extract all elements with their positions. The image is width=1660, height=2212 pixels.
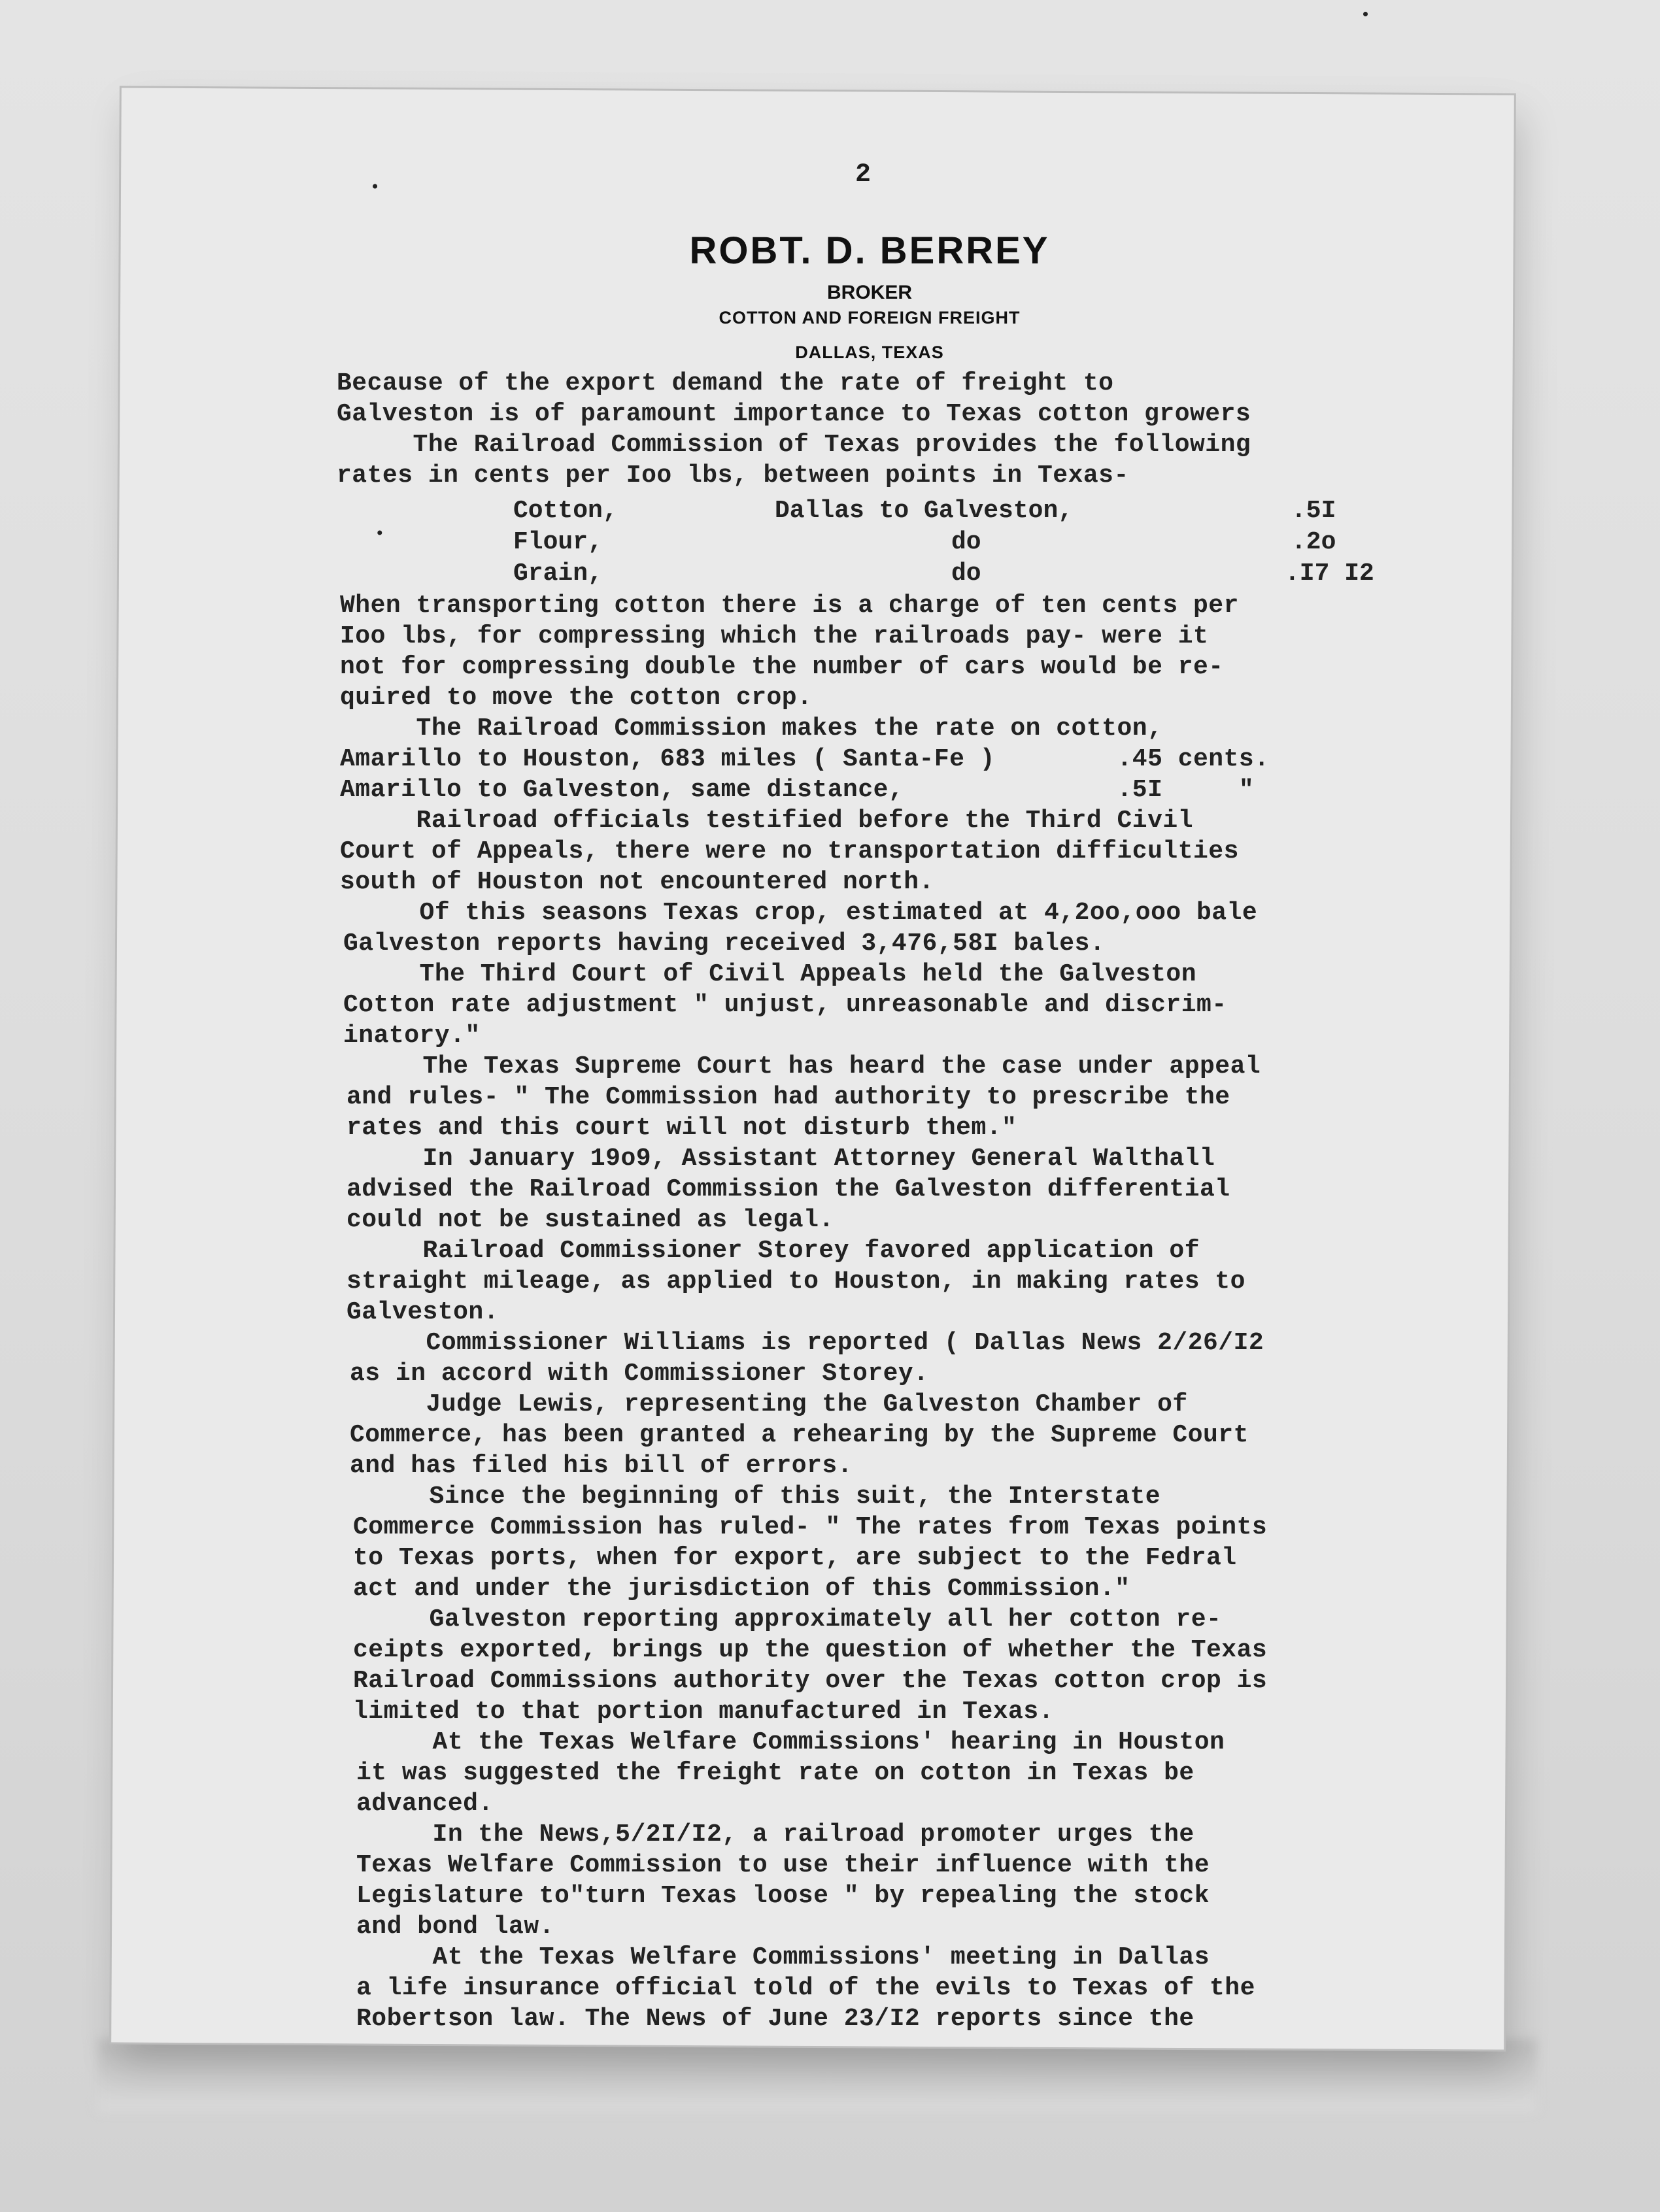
body-line: Robertson law. The News of June 23/I2 reports since the xyxy=(356,2005,1194,2033)
body-line: The Railroad Commission of Texas provides the following xyxy=(337,431,1251,459)
dust-speck xyxy=(373,184,377,188)
body-line: Commerce Commission has ruled- " The rates from Texas points xyxy=(353,1513,1268,1541)
body-line: Railroad Commissioner Storey favored application of xyxy=(347,1237,1200,1265)
body-line: Cotton rate adjustment " unjust, unreasonable and discrim- xyxy=(343,991,1227,1019)
body-line: Judge Lewis, representing the Galveston Chamber of xyxy=(350,1390,1188,1418)
body-line: Legislature to"turn Texas loose " by repealing the stock xyxy=(356,1882,1210,1910)
body-line: In January 19o9, Assistant Attorney General Walthall xyxy=(347,1145,1215,1173)
body-line: it was suggested the freight rate on cotton in Texas be xyxy=(356,1759,1194,1787)
body-line: The Texas Supreme Court has heard the case under appeal xyxy=(347,1052,1261,1081)
body-line: limited to that portion manufactured in Texas. xyxy=(353,1698,1054,1726)
body-line: The Railroad Commission makes the rate on cotton, xyxy=(340,714,1163,743)
body-line: Amarillo to Houston, 683 miles ( Santa-Fe ) .45 cents. xyxy=(340,745,1270,773)
dust-speck xyxy=(1363,12,1368,16)
body-line: advised the Railroad Commission the Galveston differential xyxy=(347,1175,1230,1203)
page-number: 2 xyxy=(855,160,871,190)
body-line: When transporting cotton there is a charge of ten cents per xyxy=(340,592,1239,620)
body-line: Galveston. xyxy=(347,1298,500,1326)
dust-speck xyxy=(377,531,382,535)
body-line: Texas Welfare Commission to use their influence with the xyxy=(356,1851,1210,1879)
letterhead-name: ROBT. D. BERREY xyxy=(689,229,1050,272)
body-line: Galveston is of paramount importance to Texas cotton growers xyxy=(337,400,1251,428)
body-line: advanced. xyxy=(356,1790,494,1818)
body-line: Galveston reports having received 3,476,58I bales. xyxy=(343,930,1106,958)
letterhead-city: DALLAS, TEXAS xyxy=(795,343,944,362)
rate-value: .2o xyxy=(1291,528,1336,556)
body-line: Ioo lbs, for compressing which the railroads pay- were it xyxy=(340,622,1209,650)
body-line: could not be sustained as legal. xyxy=(347,1206,834,1234)
rate-route: Dallas to Galveston, xyxy=(775,497,1074,525)
rate-value: .I7 I2 xyxy=(1285,560,1374,588)
rate-value: .5I xyxy=(1291,497,1336,525)
body-line: Because of the export demand the rate of freight to xyxy=(337,369,1114,397)
body-line: inatory." xyxy=(343,1022,481,1050)
body-line: Commerce, has been granted a rehearing by the Supreme Court xyxy=(350,1421,1249,1449)
body-line: a life insurance official told of the evils to Texas of the xyxy=(356,1974,1255,2002)
body-line: At the Texas Welfare Commissions' meeting in Dallas xyxy=(356,1943,1210,1971)
rate-item: Grain, xyxy=(513,560,603,588)
body-line: The Third Court of Civil Appeals held the Galveston xyxy=(343,960,1197,988)
body-line: south of Houston not encountered north. xyxy=(340,868,934,896)
body-line: not for compressing double the number of cars would be re- xyxy=(340,653,1224,681)
body-line: as in accord with Commissioner Storey. xyxy=(350,1360,929,1388)
letterhead xyxy=(556,229,1183,363)
body-line: rates and this court will not disturb them." xyxy=(347,1114,1017,1142)
page-shadow xyxy=(98,2039,1536,2111)
body-line: Railroad officials testified before the Third Civil xyxy=(340,807,1194,835)
body-line: and has filed his bill of errors. xyxy=(350,1452,853,1480)
body-line: and bond law. xyxy=(356,1913,554,1941)
body-line: Since the beginning of this suit, the Interstate xyxy=(353,1483,1161,1511)
rate-route: do xyxy=(951,528,981,556)
body-line: Commissioner Williams is reported ( Dallas News 2/26/I2 xyxy=(350,1329,1264,1357)
body-line: straight mileage, as applied to Houston, in making rates to xyxy=(347,1267,1245,1296)
body-line: and rules- " The Commission had authority to prescribe the xyxy=(347,1083,1230,1111)
body-line: Galveston reporting approximately all her cotton re- xyxy=(353,1605,1222,1634)
rate-route: do xyxy=(951,560,981,588)
body-line: In the News,5/2I/I2, a railroad promoter urges the xyxy=(356,1820,1194,1849)
body-line: Of this seasons Texas crop, estimated at 4,2oo,ooo bale xyxy=(343,899,1258,927)
body-line: Court of Appeals, there were no transportation difficulties xyxy=(340,837,1239,865)
body-line: to Texas ports, when for export, are subject to the Fedral xyxy=(353,1544,1237,1572)
body-line: rates in cents per Ioo lbs, between points in Texas- xyxy=(337,461,1129,490)
rate-item: Flour, xyxy=(513,528,603,556)
letterhead-subtitle: COTTON AND FOREIGN FREIGHT xyxy=(719,308,1021,327)
body-line: quired to move the cotton crop. xyxy=(340,684,813,712)
body-line: At the Texas Welfare Commissions' hearing in Houston xyxy=(356,1728,1225,1756)
body-line: Amarillo to Galveston, same distance, .5I " xyxy=(340,776,1255,804)
rate-item: Cotton, xyxy=(513,497,618,525)
body-line: act and under the jurisdiction of this Commission." xyxy=(353,1575,1130,1603)
letterhead-role: BROKER xyxy=(826,282,912,303)
body-line: Railroad Commissions authority over the Texas cotton crop is xyxy=(353,1667,1268,1695)
body-line: ceipts exported, brings up the question of whether the Texas xyxy=(353,1636,1268,1664)
